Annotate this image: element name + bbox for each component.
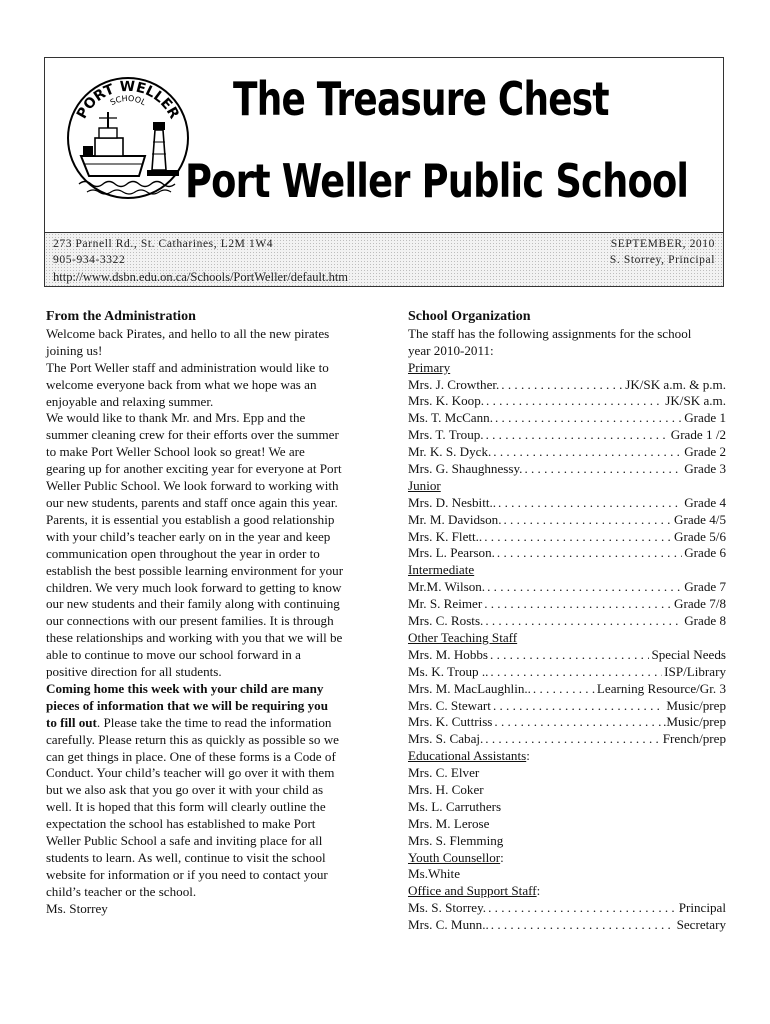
dot-leader — [495, 410, 682, 427]
staff-row — [408, 444, 726, 461]
staff-name: Mrs. K. Koop. — [408, 393, 485, 409]
paragraph-line: able to continue to move our school forward in a — [46, 647, 301, 663]
dot-leader — [484, 596, 672, 613]
paragraph-line: enjoyable and relaxing summer. — [46, 393, 214, 409]
dot-leader — [533, 681, 595, 698]
dot-leader — [493, 444, 682, 461]
label-colon: : — [536, 883, 541, 899]
masthead — [44, 57, 724, 287]
administration-body-b — [46, 732, 366, 918]
dot-leader — [487, 579, 682, 596]
staff-name: Ms. K. Troup .. — [408, 663, 489, 679]
staff-name: Mrs. J. Crowther. — [408, 376, 500, 392]
staff-name: Mr. M. Davidson. — [408, 511, 502, 527]
staff-assignment: Principal — [678, 900, 726, 916]
staff-assignment: Secretary — [676, 917, 726, 933]
school-organization-article — [408, 309, 726, 934]
staff-name: Mrs. S. Flemming — [408, 832, 504, 848]
section-label-ea-line — [408, 748, 726, 765]
paragraph-line: establish the best possible learning environment for your — [46, 562, 344, 578]
paragraph-line: We would like to thank Mr. and Mrs. Epp and the — [46, 410, 306, 426]
staff-assignment: .Music/prep — [663, 714, 726, 730]
newsletter-title: The Treasure Chest — [233, 72, 609, 126]
admin-bold-line: Coming home this week with your child are many — [46, 680, 324, 696]
paragraph-line: with your child’s teacher early on in the year and keep — [46, 528, 331, 544]
staff-name: Mrs. C. Elver — [408, 765, 480, 781]
dot-leader — [491, 917, 675, 934]
paragraph-line: Welcome back Pirates, and hello to all the new pirates — [46, 325, 330, 341]
staff-assignment: Grade 5/6 — [674, 528, 726, 544]
staff-list-ea — [408, 765, 726, 849]
dot-leader — [524, 461, 682, 478]
paragraph-line: Ms. Storrey — [46, 900, 108, 916]
dot-leader — [485, 731, 660, 748]
section-label-junior: Junior — [408, 477, 441, 493]
staff-name: Mrs. D. Nesbitt.. — [408, 494, 497, 510]
staff-row — [408, 545, 726, 562]
dot-leader — [501, 377, 623, 394]
administration-body-a — [46, 326, 366, 681]
logo-text-school: SCHOOL — [108, 93, 148, 108]
organization-intro: The staff has the following assignments for the school — [408, 325, 692, 341]
staff-name: Ms. L. Carruthers — [408, 798, 502, 814]
admin-bold-line: pieces of information that we will be requiring you — [46, 697, 328, 713]
issue-date: SEPTEMBER, 2010 — [610, 238, 715, 250]
staff-assignment: Grade 4 — [684, 494, 726, 510]
staff-list-intermediate — [408, 579, 726, 630]
dot-leader — [493, 698, 664, 715]
paragraph-line: Weller Public School a safe and inviting place for all — [46, 833, 323, 849]
admin-line-rest: . Please take the time to read the information — [96, 714, 332, 730]
staff-row — [408, 579, 726, 596]
staff-assignment: Grade 3 — [684, 461, 726, 477]
dot-leader — [486, 393, 663, 410]
staff-name: Ms.White — [408, 866, 461, 882]
staff-row — [408, 529, 726, 546]
paragraph-line: can get things in place. One of these forms is a Code of — [46, 748, 336, 764]
paragraph-line: but we also ask that you go over it with your child as — [46, 782, 324, 798]
paragraph-line: our connections with our present families. It is through — [46, 613, 334, 629]
staff-row — [408, 596, 726, 613]
staff-name: Mrs. H. Coker — [408, 781, 484, 797]
staff-name: Mrs. T. Troup. — [408, 427, 484, 443]
staff-assignment: Grade 8 — [684, 613, 726, 629]
staff-row — [408, 917, 726, 934]
staff-name: Mrs. C. Rosts. — [408, 613, 484, 629]
logo-text-top: PORT WELLER — [73, 78, 183, 122]
staff-assignment: French/prep — [662, 731, 726, 747]
staff-row — [408, 681, 726, 698]
staff-name: Mrs. K. Cuttriss — [408, 714, 493, 730]
staff-assignment: Learning Resource/Gr. 3 — [596, 680, 726, 696]
staff-row — [408, 664, 726, 681]
staff-row — [408, 512, 726, 529]
staff-row — [408, 900, 726, 917]
paragraph-line: expectation the school has established to make Port — [46, 816, 316, 832]
staff-row — [408, 427, 726, 444]
staff-name: Mrs. K. Flett.. — [408, 528, 483, 544]
paragraph-line: to make Port Weller School look so great! We are — [46, 444, 305, 460]
staff-list-office — [408, 900, 726, 934]
admin-mixed-line — [46, 715, 366, 732]
staff-assignment: Grade 7/8 — [674, 596, 726, 612]
staff-assignment: JK/SK a.m. — [665, 393, 726, 409]
paragraph-line: summer cleaning crew for their efforts over the summer — [46, 427, 339, 443]
label-colon: : — [500, 849, 504, 865]
dot-leader — [488, 900, 677, 917]
paragraph-line: gearing up for another exciting year for everyone at Port — [46, 461, 342, 477]
section-label-intermediate: Intermediate — [408, 562, 475, 578]
staff-assignment: Special Needs — [651, 646, 726, 662]
dot-leader — [484, 529, 672, 546]
school-logo — [59, 68, 197, 208]
masthead-info-bar — [45, 232, 723, 286]
staff-assignment: Grade 7 — [684, 579, 726, 595]
paragraph-line: students to learn. As well, continue to visit the school — [46, 850, 326, 865]
staff-name: Ms. S. Storrey. — [408, 900, 487, 916]
staff-name: Mrs. M. MacLaughlin.. — [408, 680, 531, 696]
paragraph-line: our new students, parents and staff once again this year. — [46, 494, 338, 510]
admin-bold-fragment: to fill out — [46, 714, 97, 730]
staff-name: Mr.M. Wilson. — [408, 579, 486, 595]
school-website-link[interactable]: http://www.dsbn.edu.on.ca/Schools/PortWeller/default.htm — [53, 270, 349, 284]
dot-leader — [498, 495, 682, 512]
staff-name: Ms. T. McCann. — [408, 410, 493, 426]
paragraph-line: children. We very much look forward to getting to know — [46, 579, 342, 595]
staff-row — [408, 647, 726, 664]
school-name-title: Port Weller Public School — [185, 154, 689, 208]
staff-name: Mrs. M. Lerose — [408, 815, 490, 831]
paragraph-line: child’s teacher or the school. — [46, 883, 197, 899]
staff-assignment: Grade 4/5 — [674, 511, 726, 527]
dot-leader — [497, 545, 682, 562]
staff-row — [408, 393, 726, 410]
section-label-other: Other Teaching Staff — [408, 629, 518, 645]
administration-article — [46, 309, 366, 918]
paragraph-line: these relationships and working with you that we will be — [46, 630, 343, 646]
dot-leader — [490, 664, 662, 681]
staff-list-primary — [408, 377, 726, 478]
staff-row — [408, 731, 726, 748]
staff-row — [408, 714, 726, 731]
staff-assignment: JK/SK a.m. & p.m. — [625, 376, 726, 392]
section-label-ea: Educational Assistants — [408, 748, 527, 764]
staff-row — [408, 698, 726, 715]
paragraph-line: well. It is hoped that this form will clearly outline the — [46, 799, 326, 815]
section-label-office: Office and Support Staff — [408, 883, 537, 899]
staff-name: Mrs. C. Munn.. — [408, 917, 489, 933]
section-label-youth-line — [408, 850, 726, 867]
paragraph-line: communication open throughout the year in order to — [46, 545, 320, 561]
paragraph-line: Conduct. Your child’s teacher will go over it with them — [46, 765, 335, 781]
paragraph-line: welcome everyone back from what we hope was an — [46, 376, 317, 392]
staff-assignment: Grade 2 — [684, 444, 726, 460]
staff-row — [408, 613, 726, 630]
section-label-youth: Youth Counsellor — [408, 849, 501, 865]
staff-assignment: Grade 1 /2 — [670, 427, 726, 443]
staff-assignment: Music/prep — [666, 697, 726, 713]
paragraph-line: our new students and their family along with continuing — [46, 596, 340, 612]
staff-name: Mrs. C. Stewart — [408, 697, 491, 713]
dot-leader — [490, 647, 649, 664]
staff-name: Mrs. S. Cabaj. — [408, 731, 484, 747]
school-phone: 905-934-3322 — [53, 254, 126, 266]
staff-name: Mr. S. Reimer — [408, 596, 483, 612]
staff-assignment: ISP/Library — [664, 663, 726, 679]
staff-name: Mr. K. S. Dyck. — [408, 444, 492, 460]
section-label-office-line — [408, 883, 726, 900]
school-address: 273 Parnell Rd., St. Catharines, L2M 1W4 — [53, 238, 274, 250]
staff-name: Mrs. L. Pearson. — [408, 545, 495, 561]
dot-leader — [486, 427, 669, 444]
staff-assignment: Grade 1 — [684, 410, 726, 426]
paragraph-line: Parents, it is essential you establish a good relationship — [46, 511, 335, 527]
staff-list-junior — [408, 495, 726, 563]
paragraph-line: website for information or if you need to contact your — [46, 866, 328, 882]
staff-name: Mrs. M. Hobbs — [408, 646, 489, 662]
paragraph-line: Weller Public School. We look forward to working with — [46, 478, 339, 494]
paragraph-line: joining us! — [46, 342, 103, 358]
paragraph-line: The Port Weller staff and administration would like to — [46, 359, 329, 375]
staff-assignment: Grade 6 — [684, 545, 726, 561]
label-colon: : — [526, 748, 530, 764]
masthead-title-area — [45, 58, 723, 232]
organization-intro: year 2010-2011: — [408, 342, 494, 358]
dot-leader — [485, 613, 682, 630]
organization-heading: School Organization — [408, 309, 531, 324]
staff-row — [408, 461, 726, 478]
staff-list-other — [408, 647, 726, 748]
paragraph-line: positive direction for all students. — [46, 664, 222, 680]
staff-name: Mrs. G. Shaughnessy. — [408, 461, 523, 477]
staff-row — [408, 495, 726, 512]
dot-leader — [503, 512, 672, 529]
staff-row — [408, 377, 726, 394]
administration-heading: From the Administration — [46, 309, 196, 324]
dot-leader — [494, 714, 661, 731]
paragraph-line: carefully. Please return this as quickly as possible so we — [46, 731, 339, 747]
staff-row — [408, 410, 726, 427]
section-label-primary: Primary — [408, 359, 451, 375]
principal-name: S. Storrey, Principal — [609, 254, 715, 266]
